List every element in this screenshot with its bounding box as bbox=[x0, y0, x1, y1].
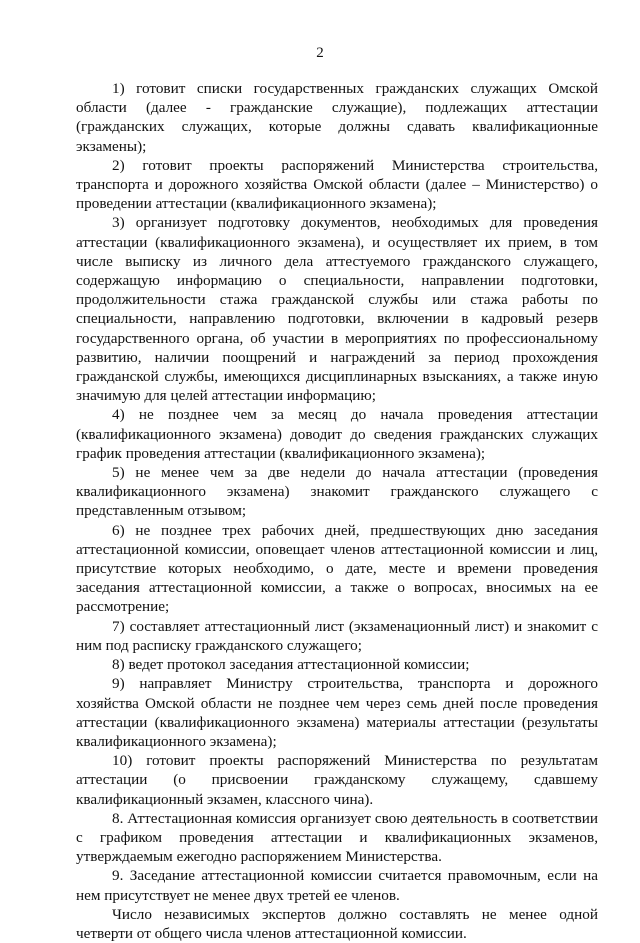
paragraph-item-7: 7) составляет аттестационный лист (экзаменационный лист) и знакомит с ним под расписку гражданского служащего; bbox=[76, 617, 598, 654]
section-8-paragraph: 8. Аттестационная комиссия организует свою деятельность в соответствии с графиком проведения аттестации и квалификационных экзаменов, утверждаемым ежегодно распоряжением Министерства. bbox=[76, 809, 598, 866]
paragraph-item-8: 8) ведет протокол заседания аттестационной комиссии; bbox=[112, 656, 470, 674]
experts-paragraph: Число независимых экспертов должно составлять не менее одной четверти от общего числа членов аттестационной комиссии. bbox=[76, 905, 598, 942]
paragraph-item-10: 10) готовит проекты распоряжений Министерства по результатам аттестации (о присвоении гражданскому служащему, сдавшему квалификационный экзамен, классного чина). bbox=[76, 752, 598, 808]
paragraph-item-9: 9) направляет Министру строительства, транспорта и дорожного хозяйства Омской области не позднее чем через семь дней после проведения аттестации (квалификационного экзамена) материалы аттестации (результаты квалификационного экзамена); bbox=[76, 675, 598, 750]
document-body bbox=[76, 79, 598, 943]
paragraph-item-5: 5) не менее чем за две недели до начала аттестации (проведения квалификационного экзамена) знакомит гражданского служащего с представленным отзывом; bbox=[76, 464, 598, 520]
paragraph-item-6: 6) не позднее трех рабочих дней, предшествующих дню заседания аттестационной комиссии, оповещает членов аттестационной комиссии и лиц, присутствие которых необходимо, о дате, месте и времени проведения заседания аттестационной комиссии, а также о вопросах, вносимых на ее рассмотрение; bbox=[76, 521, 598, 616]
section-9-paragraph: 9. Заседание аттестационной комиссии считается правомочным, если на нем присутствует не менее двух третей ее членов. bbox=[76, 867, 598, 904]
paragraph-item-3: 3) организует подготовку документов, необходимых для проведения аттестации (квалификационного экзамена), и осуществляет их прием, в том числе выписку из личного дела аттестуемого гражданского служащего, содержащую информацию о специальности, направлении подготовки, продолжительности стажа гражданской службы или стажа работы по специальности, направлению подготовки, включении в кадровый резерв государственного органа, об участии в мероприятиях по профессиональному развитию, наличии поощрений и награждений за период прохождения гражданской службы, имеющихся дисциплинарных взысканиях, а также иную значимую для целей аттестации информацию; bbox=[76, 214, 598, 405]
paragraph-item-1: 1) готовит списки государственных гражданских служащих Омской области (далее - гражданские служащие), подлежащих аттестации (гражданских служащих, которые должны сдавать квалификационные экзамены); bbox=[76, 80, 598, 155]
paragraph-item-4: 4) не позднее чем за месяц до начала проведения аттестации (квалификационного экзамена) доводит до сведения гражданских служащих график проведения аттестации (квалификационного экзамена); bbox=[76, 406, 598, 462]
page-number: 2 bbox=[316, 45, 324, 61]
paragraph-item-2: 2) готовит проекты распоряжений Министерства строительства, транспорта и дорожного хозяйства Омской области (далее – Министерство) о проведении аттестации (квалификационного экзамена); bbox=[76, 156, 598, 213]
